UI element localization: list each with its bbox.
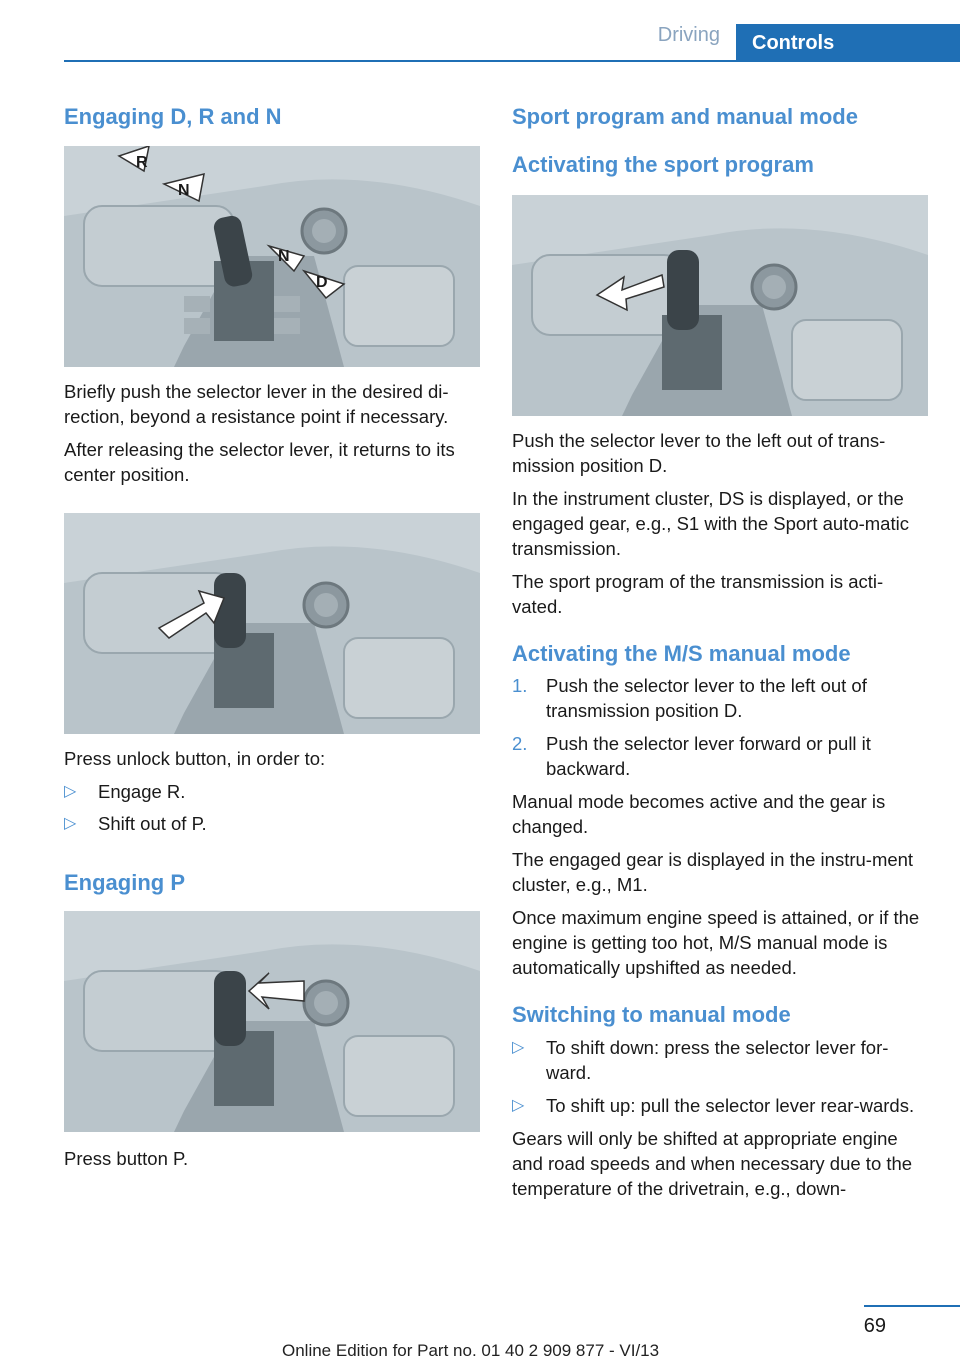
header-rule xyxy=(64,60,960,62)
triangle-bullet-icon: ▷ xyxy=(512,1038,525,1056)
heading-switching-manual: Switching to manual mode xyxy=(512,1002,791,1028)
list-item: 1. Push the selector lever to the left out of transmission position D. xyxy=(512,675,867,722)
list-item: ▷ Engage R. xyxy=(64,781,186,803)
figure-sport-program xyxy=(512,195,928,416)
figure-selector-drn xyxy=(64,146,480,367)
para-press-unlock: Press unlock button, in order to: xyxy=(64,748,326,770)
gear-label-r: R xyxy=(136,154,148,172)
shift-list xyxy=(512,1035,928,1118)
para-push-left: Push the selector lever to the left out of trans-mission position D. xyxy=(512,429,886,476)
para-engaged-gear: The engaged gear is displayed in the instru-ment cluster, e.g., M1. xyxy=(512,849,914,896)
heading-engaging-d-r-n: Engaging D, R and N xyxy=(64,104,282,129)
ms-steps-list xyxy=(512,673,928,781)
gear-label-n-mid: N xyxy=(278,248,290,266)
list-item: ▷ To shift up: pull the selector lever rear-wards. xyxy=(512,1094,915,1116)
triangle-bullet-icon: ▷ xyxy=(64,815,77,833)
para-manual-active: Manual mode becomes active and the gear is changed. xyxy=(512,791,886,838)
section-tab[interactable]: Driving xyxy=(657,24,720,46)
gear-label-n-top: N xyxy=(178,182,190,200)
para-instrument-cluster: In the instrument cluster, DS is displayed, or the engaged gear, e.g., S1 with the Sport auto-matic transmission. xyxy=(512,487,909,559)
list-item: ▷ To shift down: press the selector lever for-ward. xyxy=(512,1036,889,1083)
footer-rule xyxy=(864,1305,960,1307)
para-after-releasing: After releasing the selector lever, it returns to its center position. xyxy=(64,439,455,486)
chapter-tab[interactable]: Controls xyxy=(736,24,960,62)
page-number: 69 xyxy=(863,1315,886,1337)
heading-sport-program: Sport program and manual mode xyxy=(512,104,858,129)
list-item: ▷ Shift out of P. xyxy=(64,813,207,835)
heading-engaging-p: Engaging P xyxy=(64,870,185,896)
left-column xyxy=(64,100,480,1171)
list-item: 2. Push the selector lever forward or pull it backward. xyxy=(512,733,871,780)
heading-activating-sport: Activating the sport program xyxy=(512,152,814,178)
para-press-button-p: Press button P. xyxy=(64,1147,189,1169)
para-briefly-push: Briefly push the selector lever in the desired di-rection, beyond a resistance point if necessary. xyxy=(64,381,449,428)
figure-unlock-button xyxy=(64,513,480,734)
triangle-bullet-icon: ▷ xyxy=(512,1096,525,1114)
gear-label-d: D xyxy=(316,274,328,292)
edition-footer: Online Edition for Part no. 01 40 2 909 877 - VI/13 xyxy=(282,1341,660,1360)
figure-button-p xyxy=(64,911,480,1132)
unlock-list xyxy=(64,779,480,836)
para-gears-shifted: Gears will only be shifted at appropriate engine and road speeds and when necessary due to the temperature of the drivetrain, e.g., down- xyxy=(512,1127,913,1199)
heading-ms-manual: Activating the M/S manual mode xyxy=(512,640,851,666)
para-max-engine-speed: Once maximum engine speed is attained, or if the engine is getting too hot, M/S manual mode is automatically upshifted as needed. xyxy=(512,907,920,979)
page-header xyxy=(0,0,960,62)
right-column xyxy=(512,100,928,1201)
para-sport-activated: The sport program of the transmission is acti-vated. xyxy=(512,570,884,617)
triangle-bullet-icon: ▷ xyxy=(64,783,77,801)
